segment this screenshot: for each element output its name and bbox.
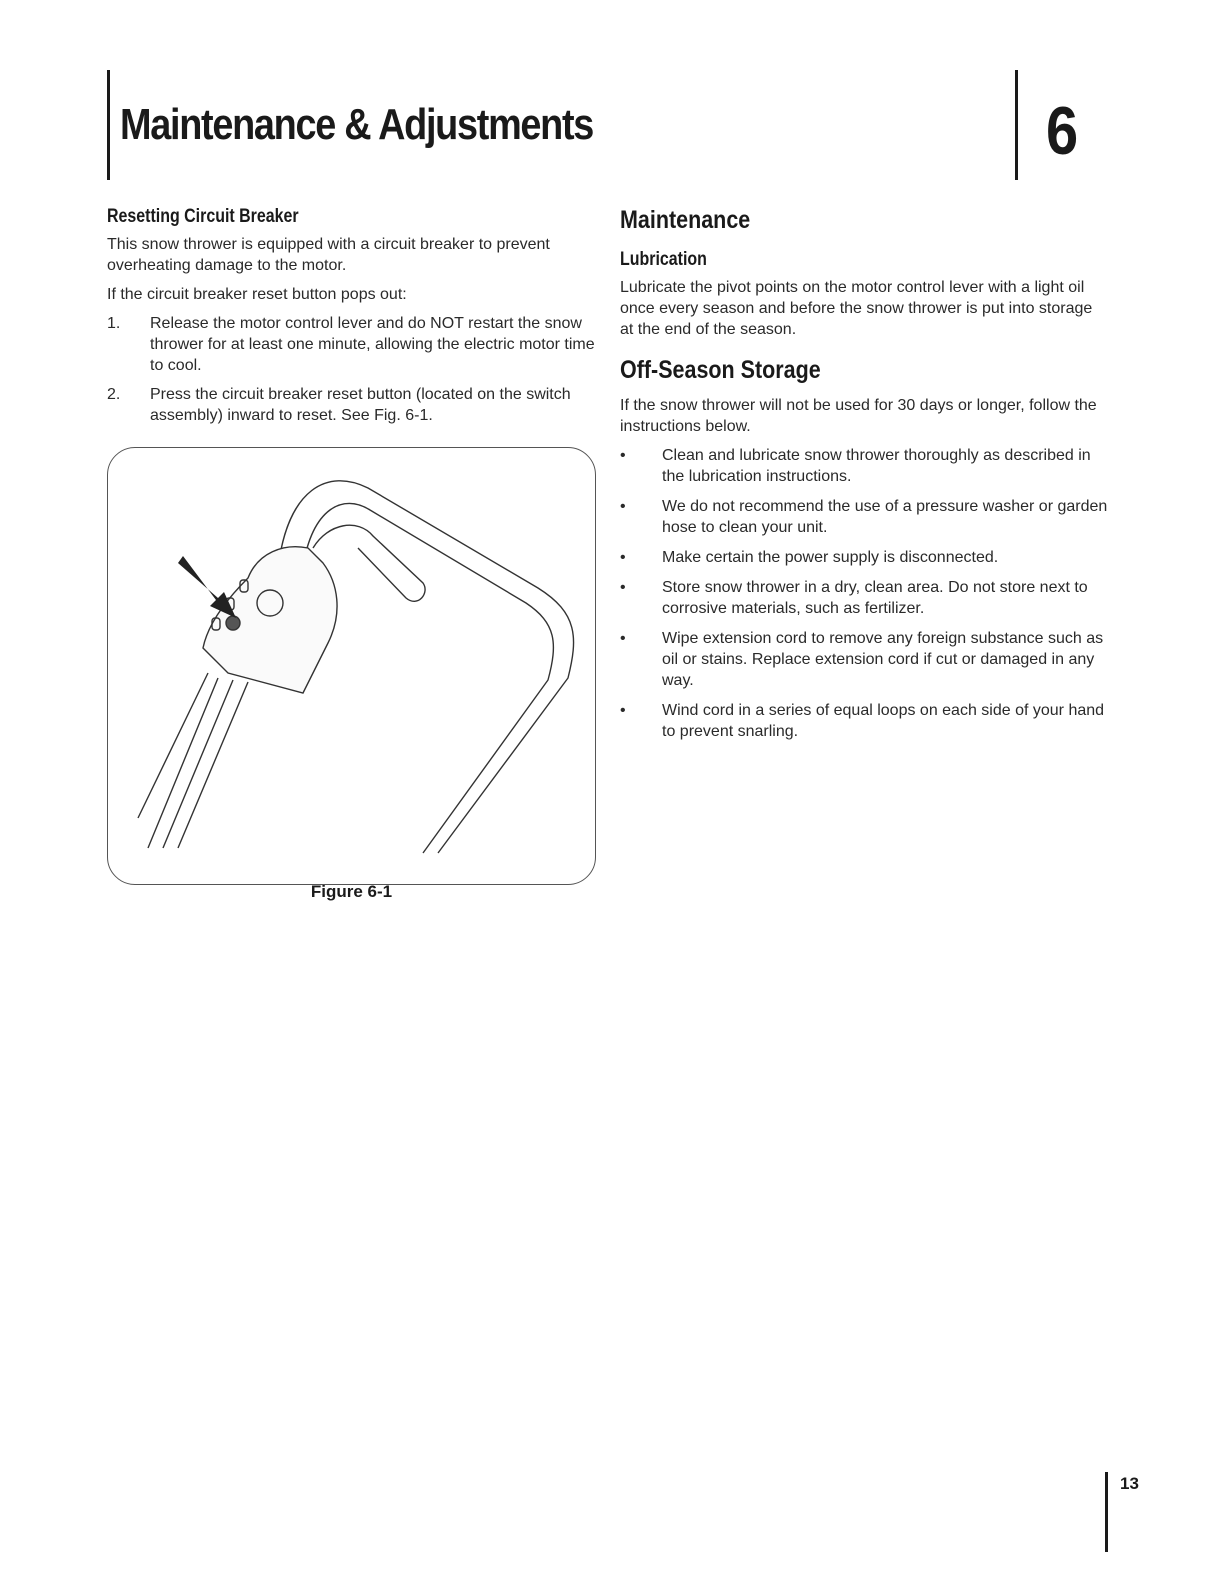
bullet-icon: •	[620, 549, 626, 566]
left-column	[107, 206, 597, 434]
bullet-text: Wind cord in a series of equal loops on each side of your hand to prevent snarling.	[662, 702, 1105, 740]
bullet-icon: •	[620, 579, 626, 596]
step-number: 1.	[107, 315, 121, 332]
chapter-number: 6	[1046, 93, 1079, 169]
bullet-icon: •	[620, 498, 626, 515]
bullet-text: Wipe extension cord to remove any foreign substance such as oil or stains. Replace extension cord if cut or damaged in any way.	[662, 630, 1104, 689]
bullet-text: Make certain the power supply is disconnected.	[662, 549, 999, 566]
list-item	[107, 384, 597, 426]
list-item	[107, 313, 597, 376]
right-column	[620, 206, 1110, 751]
lubrication-heading: Lubrication	[620, 249, 707, 270]
figure-6-1	[107, 447, 596, 885]
storage-bullets-list	[620, 445, 1110, 742]
step-text: Press the circuit breaker reset button (located on the switch assembly) inward to reset. See Fig. 6-1.	[150, 386, 571, 424]
bullet-icon: •	[620, 702, 626, 719]
off-season-storage-heading: Off-Season Storage	[620, 356, 821, 384]
list-item	[620, 547, 1110, 568]
storage-intro: If the snow thrower will not be used for 30 days or longer, follow the instructions below.	[620, 397, 1097, 435]
bullet-text: Store snow thrower in a dry, clean area. Do not store next to corrosive materials, such as fertilizer.	[662, 579, 1088, 617]
circuit-breaker-intro: This snow thrower is equipped with a circuit breaker to prevent overheating damage to the motor.	[107, 236, 550, 274]
snow-thrower-handle-illustration	[108, 448, 596, 885]
page-number: 13	[1120, 1474, 1139, 1493]
bullet-icon: •	[620, 630, 626, 647]
resetting-circuit-breaker-heading: Resetting Circuit Breaker	[107, 206, 299, 227]
chapter-number-rule	[1015, 70, 1018, 180]
chapter-title: Maintenance & Adjustments	[120, 100, 594, 149]
bullet-text: We do not recommend the use of a pressure washer or garden hose to clean your unit.	[662, 498, 1108, 536]
maintenance-heading: Maintenance	[620, 206, 751, 234]
circuit-breaker-condition: If the circuit breaker reset button pops out:	[107, 286, 407, 303]
reset-steps-list	[107, 313, 597, 426]
page-number-rule	[1105, 1472, 1108, 1552]
step-text: Release the motor control lever and do NOT restart the snow thrower for at least one minute, allowing the electric motor time to cool.	[150, 315, 595, 374]
title-rule	[107, 70, 110, 180]
lubrication-text: Lubricate the pivot points on the motor control lever with a light oil once every season and before the snow thrower is put into storage at the end of the season.	[620, 279, 1093, 338]
bullet-icon: •	[620, 447, 626, 464]
list-item	[620, 496, 1110, 538]
bullet-text: Clean and lubricate snow thrower thoroughly as described in the lubrication instructions.	[662, 447, 1091, 485]
list-item	[620, 577, 1110, 619]
list-item	[620, 700, 1110, 742]
list-item	[620, 628, 1110, 691]
figure-caption: Figure 6-1	[310, 882, 393, 901]
list-item	[620, 445, 1110, 487]
step-number: 2.	[107, 386, 121, 403]
arrow-icon	[178, 556, 236, 618]
